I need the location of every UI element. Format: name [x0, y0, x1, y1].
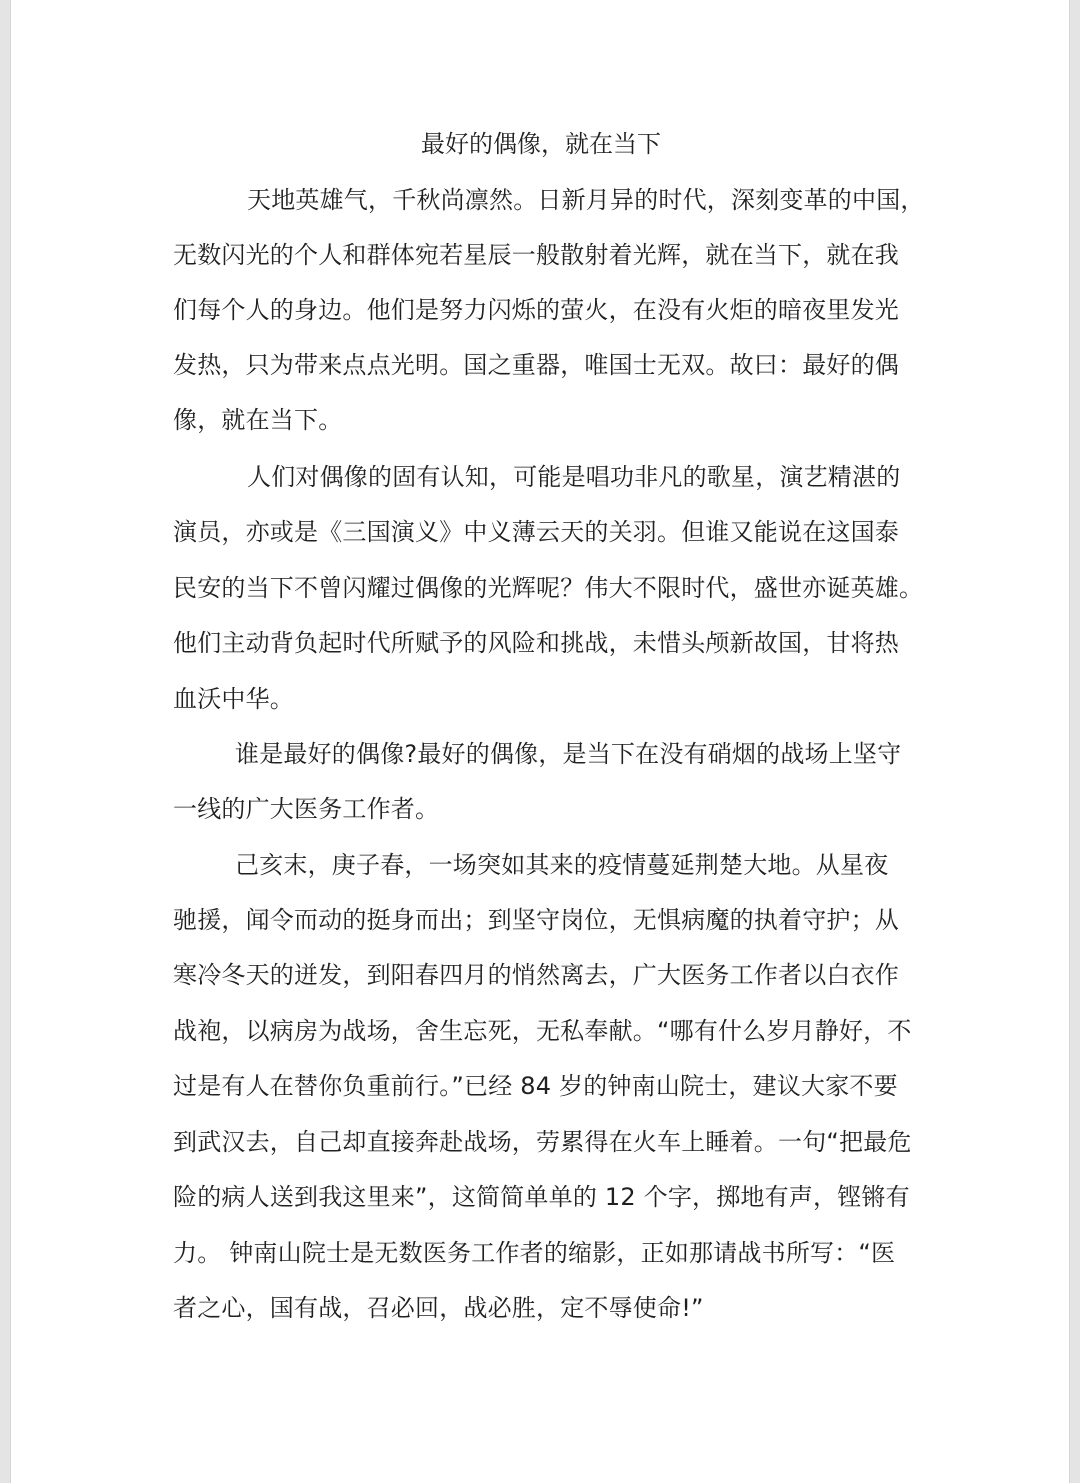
paragraph-4-line-3: 寒冷冬天的迸发，到阳春四月的悄然离去，广大医务工作者以白衣作: [173, 961, 899, 989]
paragraph-1-line-2: 无数闪光的个人和群体宛若星辰一般散射着光辉，就在当下，就在我: [173, 241, 899, 269]
paragraph-4-line-4: 战袍，以病房为战场，舍生忘死，无私奉献。“哪有什么岁月静好，不: [173, 1017, 912, 1045]
paragraph-1-line-4: 发热，只为带来点点光明。国之重器，唯国士无双。故曰：最好的偶: [173, 351, 899, 379]
paragraph-1-line-1: 天地英雄气，千秋尚凛然。日新月异的时代，深刻变革的中国，: [247, 186, 925, 214]
paragraph-4-line-2: 驰援，闻令而动的挺身而出；到坚守岗位，无惧病魔的执着守护；从: [173, 906, 899, 934]
paragraph-1-line-5: 像，就在当下。: [173, 406, 343, 434]
paragraph-1-line-3: 们每个人的身边。他们是努力闪烁的萤火，在没有火炬的暗夜里发光: [173, 296, 899, 324]
paragraph-2-line-3: 民安的当下不曾闪耀过偶像的光辉呢？伟大不限时代，盛世亦诞英雄。: [173, 574, 924, 602]
paragraph-3-line-1: 谁是最好的偶像?最好的偶像，是当下在没有硝烟的战场上坚守: [235, 740, 902, 768]
paragraph-2-line-1: 人们对偶像的固有认知，可能是唱功非凡的歌星，演艺精湛的: [247, 463, 901, 491]
paragraph-2-line-5: 血沃中华。: [173, 685, 294, 713]
paragraph-2-line-4: 他们主动背负起时代所赋予的风险和挑战，未惜头颅新故国，甘将热: [173, 629, 899, 657]
paragraph-2-line-2: 演员，亦或是《三国演义》中义薄云天的关羽。但谁又能说在这国泰: [173, 518, 899, 546]
paragraph-4-line-8: 力。 钟南山院士是无数医务工作者的缩影，正如那请战书所写：“医: [173, 1239, 896, 1267]
document-title: 最好的偶像，就在当下: [421, 130, 661, 158]
paragraph-4-line-5: 过是有人在替你负重前行。”已经 84 岁的钟南山院士，建议大家不要: [173, 1072, 898, 1100]
paragraph-4-line-1: 己亥末，庚子春，一场突如其来的疫情蔓延荆楚大地。从星夜: [235, 851, 889, 879]
paragraph-4-line-7: 险的病人送到我这里来”，这简简单单的 12 个字，掷地有声，铿锵有: [173, 1183, 910, 1211]
paragraph-4-line-9: 者之心，国有战，召必回，战必胜，定不辱使命!”: [173, 1294, 704, 1322]
paragraph-3-line-2: 一线的广大医务工作者。: [173, 795, 440, 823]
document-page: [10, 0, 1070, 1483]
paragraph-4-line-6: 到武汉去，自己却直接奔赴战场，劳累得在火车上睡着。一句“把最危: [173, 1128, 912, 1156]
